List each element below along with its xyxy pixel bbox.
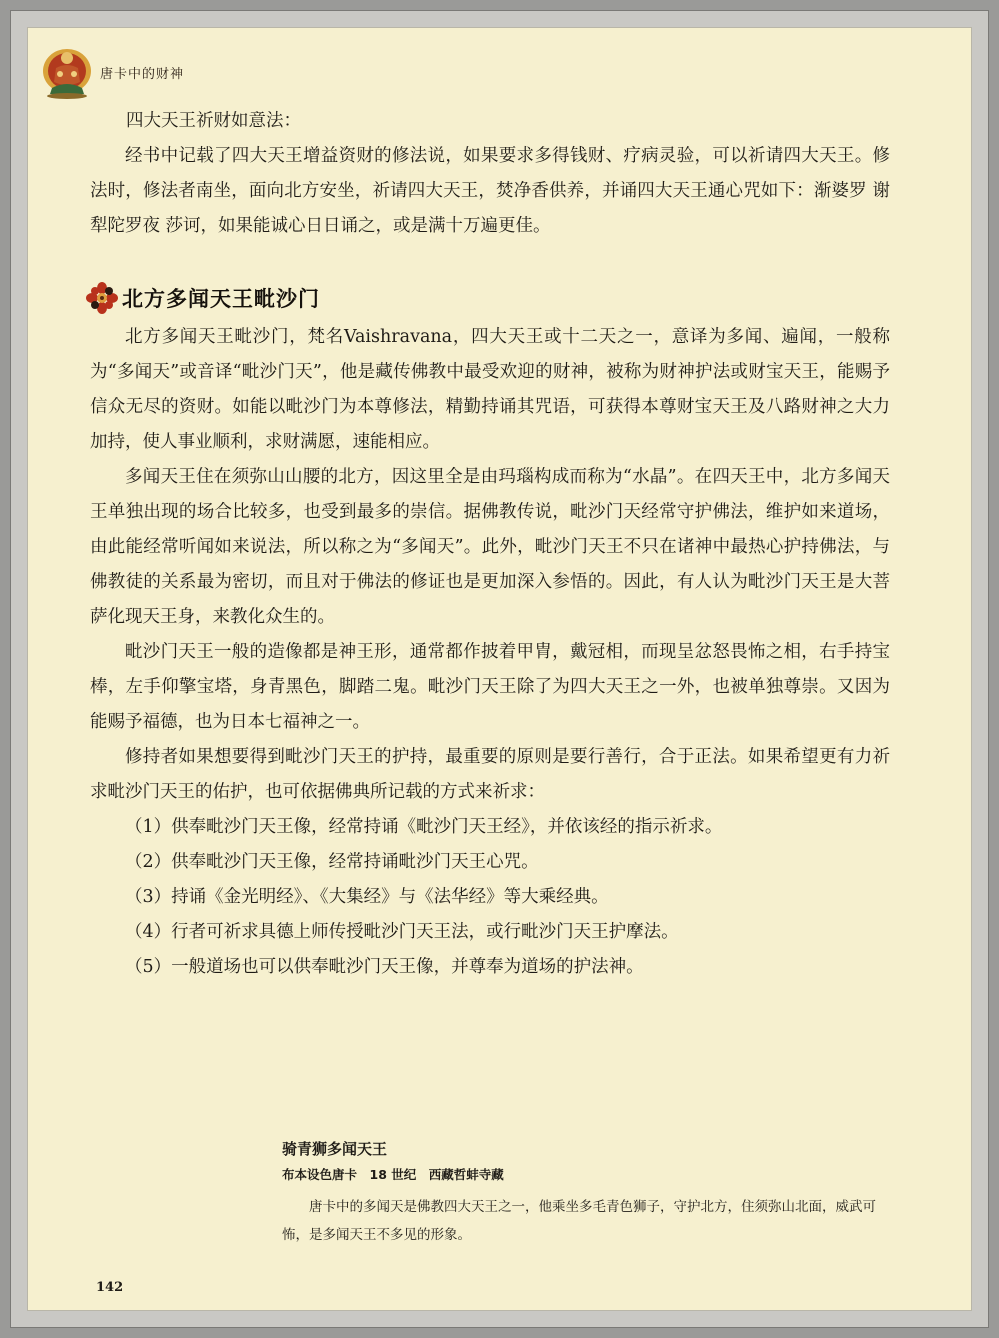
flower-ornament-icon [84, 280, 120, 316]
image-caption [282, 1138, 902, 1249]
section-heading [90, 280, 890, 316]
list-item: （4）行者可祈求具德上师传授毗沙门天王法，或行毗沙门天王护摩法。 [125, 922, 679, 942]
intro-paragraph: 经书中记载了四大天王增益资财的修法说，如果要求多得钱财、疗病灵验，可以祈请四大天王。修法时，修法者南坐，面向北方安坐，祈请四大天王，焚净香供养，并诵四大天王通心咒如下：渐婆罗 谢犁陀罗夜 莎诃，如果能诚心日日诵之，或是满十万遍更佳。 [90, 146, 890, 236]
main-text [90, 104, 890, 985]
thangka-deity-icon [36, 44, 98, 100]
list-item: （5）一般道场也可以供奉毗沙门天王像，并尊奉为道场的护法神。 [125, 957, 644, 977]
section-paragraph-1: 北方多闻天王毗沙门，梵名Vaishravana，四大天王或十二天之一，意译为多闻、遍闻，一般称为“多闻天”或音译“毗沙门天”，他是藏传佛教中最受欢迎的财神，被称为财神护法或财宝天王，能赐予信众无尽的资财。如能以毗沙门为本尊修法，精勤持诵其咒语，可获得本尊财宝天王及八路财神之大力加持，使人事业顺利，求财满愿，速能相应。 [90, 327, 890, 452]
caption-subtitle: 布本设色唐卡 18 世纪 西藏哲蚌寺藏 [282, 1167, 504, 1182]
practice-list [90, 810, 890, 985]
section-title: 北方多闻天王毗沙门 [122, 287, 320, 311]
list-item: （3）持诵《金光明经》、《大集经》与《法华经》等大乘经典。 [125, 887, 609, 907]
section-paragraph-4: 修持者如果想要得到毗沙门天王的护持，最重要的原则是要行善行，合于正法。如果希望更有力祈求毗沙门天王的佑护，也可依据佛典所记载的方式来祈求： [90, 747, 890, 802]
running-header-title: 唐卡中的财神 [100, 66, 185, 82]
page-number: 142 [96, 1280, 124, 1295]
running-header [36, 50, 184, 94]
section-paragraph-3: 毗沙门天王一般的造像都是神王形，通常都作披着甲胄，戴冠相，而现呈忿怒畏怖之相，右手持宝棒，左手仰擎宝塔，身青黑色，脚踏二鬼。毗沙门天王除了为四大天王之一外，也被单独尊崇。又因为能赐予福德，也为日本七福神之一。 [90, 642, 890, 732]
section-paragraph-2: 多闻天王住在须弥山山腰的北方，因这里全是由玛瑙构成而称为“水晶”。在四天王中，北方多闻天王单独出现的场合比较多，也受到最多的崇信。据佛教传说，毗沙门天经常守护佛法，维护如来道场，由此能经常听闻如来说法，所以称之为“多闻天”。此外，毗沙门天王不只在诸神中最热心护持佛法，与佛教徒的关系最为密切，而且对于佛法的修证也是更加深入参悟的。因此，有人认为毗沙门天王是大菩萨化现天王身，来教化众生的。 [90, 467, 890, 627]
list-item: （1）供奉毗沙门天王像，经常持诵《毗沙门天王经》，并依该经的指示祈求。 [125, 817, 723, 837]
caption-body: 唐卡中的多闻天是佛教四大天王之一，他乘坐多毛青色狮子，守护北方，住须弥山北面，威武可怖，是多闻天王不多见的形象。 [282, 1199, 876, 1243]
caption-title: 骑青狮多闻天王 [282, 1140, 388, 1158]
intro-heading: 四大天王祈财如意法： [126, 111, 301, 131]
list-item: （2）供奉毗沙门天王像，经常持诵毗沙门天王心咒。 [125, 852, 539, 872]
